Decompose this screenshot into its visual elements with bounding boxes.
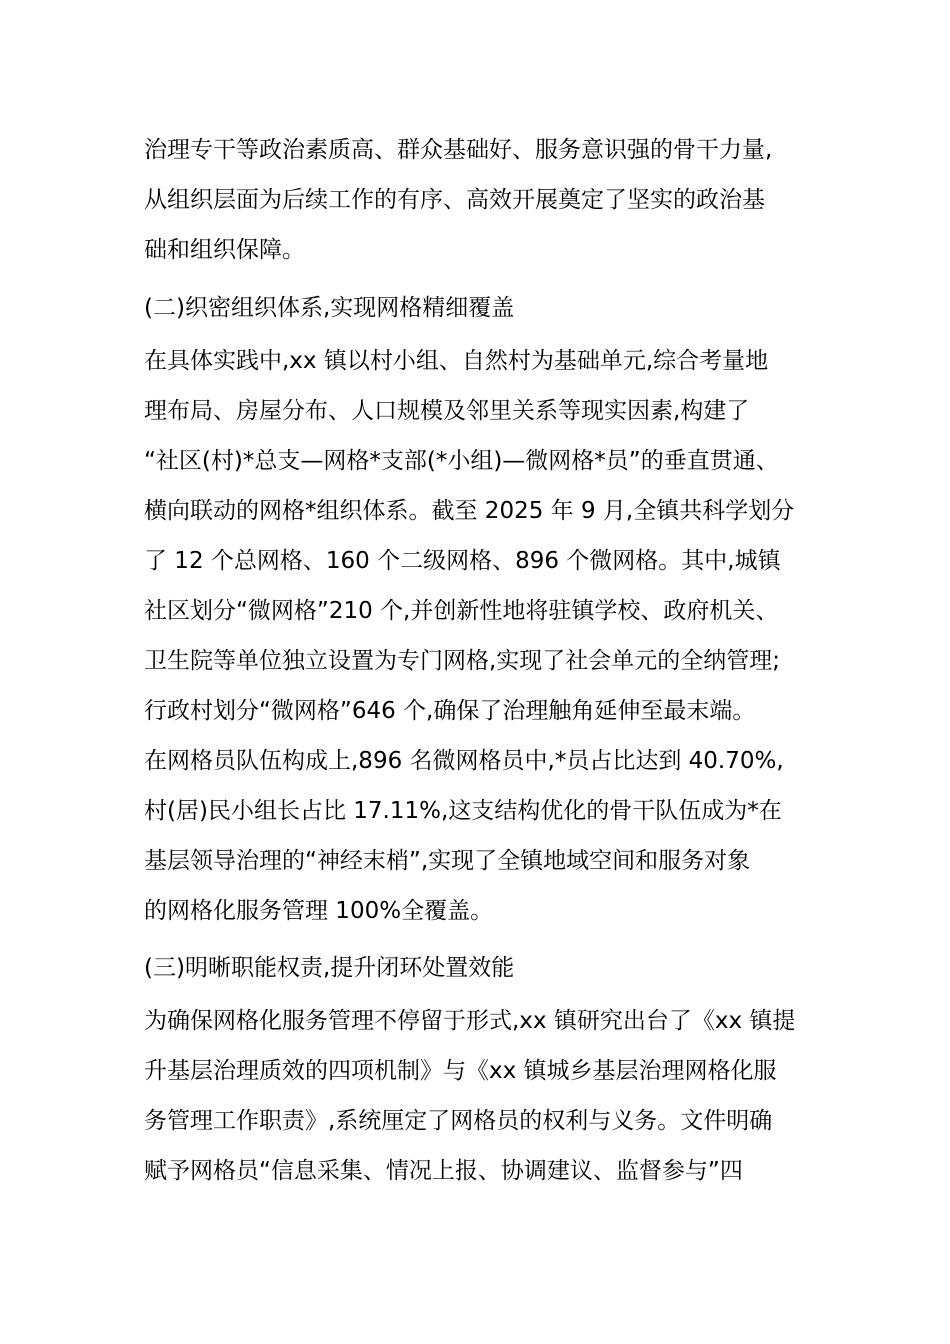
text-line: 务管理工作职责》,系统厘定了网格员的权利与义务。文件明确 bbox=[144, 1108, 773, 1134]
text-line: 赋予网格员“信息采集、情况上报、协调建议、监督参与”四 bbox=[144, 1158, 743, 1184]
text-line: 卫生院等单位独立设置为专门网格,实现了社会单元的全纳管理; bbox=[144, 648, 781, 674]
text-line: 为确保网格化服务管理不停留于形式,xx 镇研究出台了《xx 镇提 bbox=[144, 1008, 796, 1034]
text-line: 村(居)民小组长占比 17.11%,这支结构优化的骨干队伍成为*在 bbox=[144, 798, 782, 824]
text-line: 在网格员队伍构成上,896 名微网格员中,*员占比达到 40.70%, bbox=[144, 748, 784, 774]
section-heading: (二)织密组织体系,实现网格精细覆盖 bbox=[144, 295, 515, 321]
text-line: 基层领导治理的“神经末梢”,实现了全镇地域空间和服务对象 bbox=[144, 848, 751, 874]
text-line: 横向联动的网格*组织体系。截至 2025 年 9 月,全镇共科学划分 bbox=[144, 498, 795, 524]
text-line: 的网格化服务管理 100%全覆盖。 bbox=[144, 898, 494, 924]
text-line: 行政村划分“微网格”646 个,确保了治理触角延伸至最末端。 bbox=[144, 698, 756, 724]
text-line: 升基层治理质效的四项机制》与《xx 镇城乡基层治理网格化服 bbox=[144, 1058, 777, 1084]
section-heading: (三)明晰职能权责,提升闭环处置效能 bbox=[144, 955, 515, 981]
text-line: 社区划分“微网格”210 个,并创新性地将驻镇学校、政府机关、 bbox=[144, 598, 779, 624]
text-line: 础和组织保障。 bbox=[144, 237, 305, 263]
text-line: “社区(村)*总支—网格*支部(*小组)—微网格*员”的垂直贯通、 bbox=[144, 448, 779, 474]
text-line: 了 12 个总网格、160 个二级网格、896 个微网格。其中,城镇 bbox=[144, 548, 781, 574]
text-line: 在具体实践中,xx 镇以村小组、自然村为基础单元,综合考量地 bbox=[144, 348, 769, 374]
text-line: 从组织层面为后续工作的有序、高效开展奠定了坚实的政治基 bbox=[144, 187, 765, 213]
text-line: 理布局、房屋分布、人口规模及邻里关系等现实因素,构建了 bbox=[144, 398, 750, 424]
text-line: 治理专干等政治素质高、群众基础好、服务意识强的骨干力量, bbox=[144, 137, 773, 163]
